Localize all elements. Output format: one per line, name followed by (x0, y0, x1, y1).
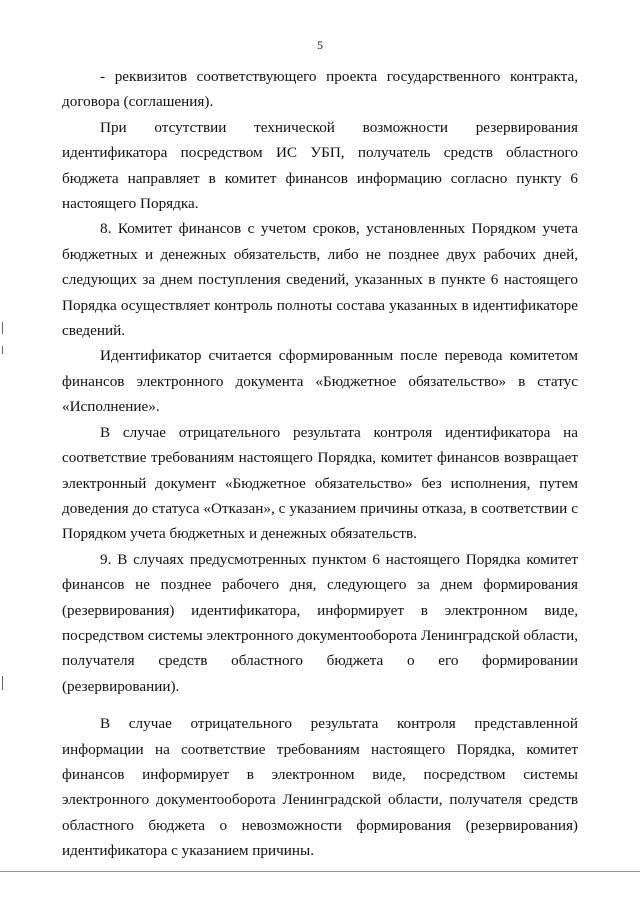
paragraph-identifier-formed: Идентификатор считается сформированным после перевода комитетом финансов электронного документа «Бюджетное обязательство» в статус «Исполнение». (62, 347, 578, 416)
scan-margin-mark (2, 676, 3, 690)
scan-margin-mark (2, 346, 3, 354)
paragraph-negative-control: В случае отрицательного результата контроля идентификатора на соответствие требованиям настоящего Порядка, комитет финансов возвращает электронный документ «Бюджетное обязательство» без исполнения, путем доведения до статуса «Отказан», с указанием причины отказа, в соответствии с Порядком учета бюджетных и денежных обязательств. (62, 423, 578, 543)
document-body (62, 64, 578, 864)
page-number: 5 (317, 38, 323, 52)
paragraph-item-9: 9. В случаях предусмотренных пунктом 6 настоящего Порядка комитет финансов не позднее рабочего дня, следующего за днем формирования (резервирования) идентификатора, информирует в электронном виде, посредством системы электронного документооборота Ленинградской области, получателя средств областного бюджета о его формировании (резервировании). (62, 550, 578, 695)
paragraph-negative-information: В случае отрицательного результата контроля представленной информации на соответствие требованиям настоящего Порядка, комитет финансов информирует в электронном виде, посредством системы электронного документооборота Ленинградской области, получателя средств областного бюджета о невозможности формирования (резервирования) идентификатора с указанием причины. (62, 715, 578, 860)
paragraph-item-8: 8. Комитет финансов с учетом сроков, установленных Порядком учета бюджетных и денежных обязательств, либо не позднее двух рабочих дней, следующих за днем поступления сведений, указанных в пункте 6 настоящего Порядка осуществляет контроль полноты состава указанных в идентификаторе сведений. (62, 220, 578, 340)
paragraph-requisites: - реквизитов соответствующего проекта государственного контракта, договора (соглашения). (62, 68, 578, 111)
scan-edge-line (0, 871, 640, 872)
paragraph-no-technical-possibility: При отсутствии технической возможности резервирования идентификатора посредством ИС УБП, получатель средств областного бюджета направляет в комитет финансов информацию согласно пункту 6 настоящего Порядка. (62, 118, 578, 213)
scan-margin-mark (2, 322, 3, 334)
